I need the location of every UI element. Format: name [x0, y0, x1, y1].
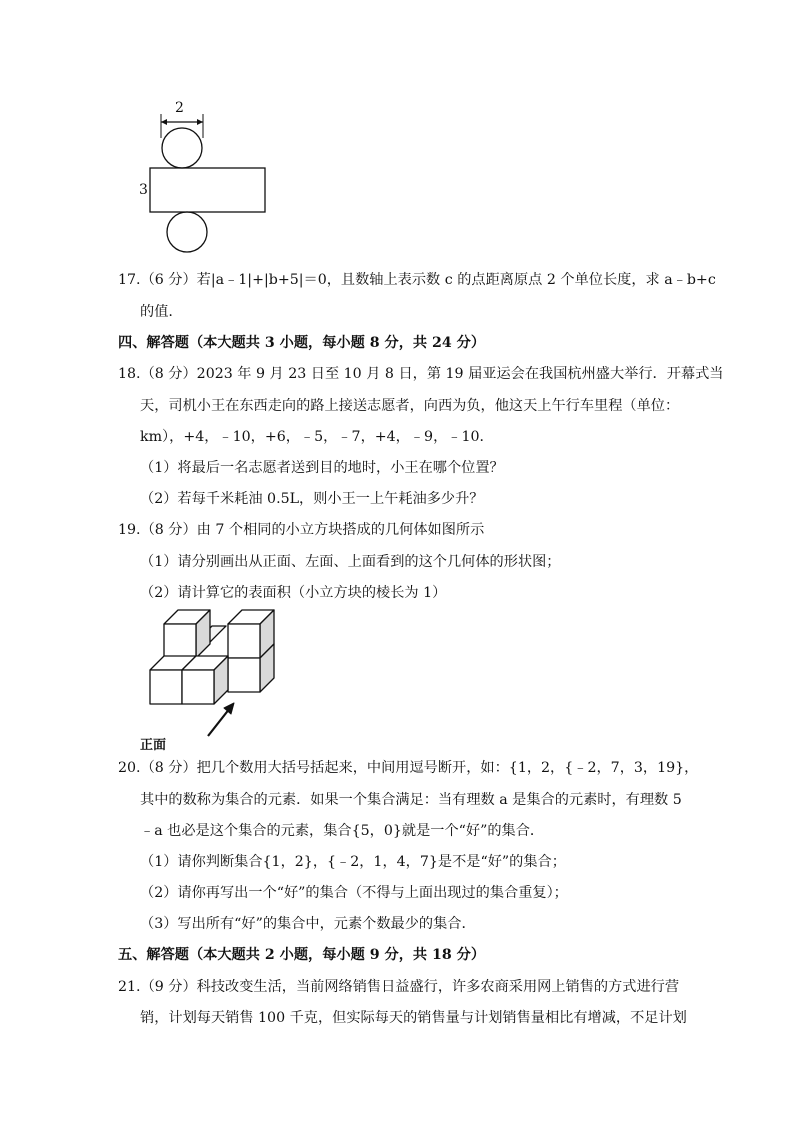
cylinder-net-figure	[135, 100, 275, 260]
dimension-label-left: 3	[139, 182, 148, 198]
top-circle	[162, 128, 202, 168]
bottom-circle	[167, 212, 207, 252]
q21-line-1: 21.（9 分）科技改变生活，当前网络销售日益盛行，许多农商采用网上销售的方式进行营	[118, 979, 680, 995]
q17-line-2: 的值.	[140, 304, 173, 320]
q19-sub-1: （1）请分别画出从正面、左面、上面看到的这个几何体的形状图；	[140, 554, 561, 570]
q21-line-2: 销，计划每天销售 100 千克，但实际每天的销售量与计划销售量相比有增减，不足计划	[140, 1010, 687, 1026]
cube-solid-figure	[140, 608, 290, 753]
q18-sub-1: （1）将最后一名志愿者送到目的地时，小王在哪个位置？	[140, 460, 504, 476]
side-rectangle	[150, 168, 265, 212]
q18-sub-2: （2）若每千米耗油 0.5L，则小王一上午耗油多少升？	[140, 491, 484, 507]
q18-line-1: 18.（8 分）2023 年 9 月 23 日至 10 月 8 日，第 19 届亚运会在我国杭州盛大举行．开幕式当	[118, 366, 724, 382]
q20-line-2: 其中的数称为集合的元素．如果一个集合满足：当有理数 a 是集合的元素时，有理数 5	[140, 792, 682, 808]
front-view-label: 正面	[140, 738, 167, 753]
q20-sub-1: （1）请你判断集合{1，2}，{﹣2，1，4，7}是不是“好”的集合；	[140, 854, 566, 870]
section-4-heading: 四、解答题（本大题共 3 小题，每小题 8 分，共 24 分）	[118, 335, 486, 351]
q19-sub-2: （2）请计算它的表面积（小立方块的棱长为 1）	[140, 585, 447, 601]
q20-line-1: 20.（8 分）把几个数用大括号括起来，中间用逗号断开，如：{1，2，{﹣2，7，3，19}，	[118, 760, 699, 776]
dimension-label-top: 2	[175, 100, 184, 116]
q19-line-1: 19.（8 分）由 7 个相同的小立方块搭成的几何体如图所示	[118, 522, 485, 538]
section-5-heading: 五、解答题（本大题共 2 小题，每小题 9 分，共 18 分）	[118, 947, 486, 963]
q20-sub-3: （3）写出所有“好”的集合中，元素个数最少的集合．	[140, 916, 476, 932]
q17-line-1: 17.（6 分）若|a﹣1|+|b+5|＝0，且数轴上表示数 c 的点距离原点 2 个单位长度，求 a﹣b+c	[118, 272, 716, 288]
cylinder-net-drawing	[135, 100, 275, 260]
q18-line-2: 天，司机小王在东西走向的路上接送志愿者，向西为负，他这天上午行车里程（单位：	[140, 398, 680, 414]
q20-sub-2: （2）请你再写出一个“好”的集合（不得与上面出现过的集合重复）；	[140, 885, 568, 901]
cube-solid-drawing	[140, 608, 290, 753]
q18-line-3: km），+4，﹣10，+6，﹣5，﹣7，+4，﹣9，﹣10．	[140, 429, 494, 445]
q20-line-3: ﹣a 也必是这个集合的元素，集合{5，0}就是一个“好”的集合．	[140, 823, 545, 839]
